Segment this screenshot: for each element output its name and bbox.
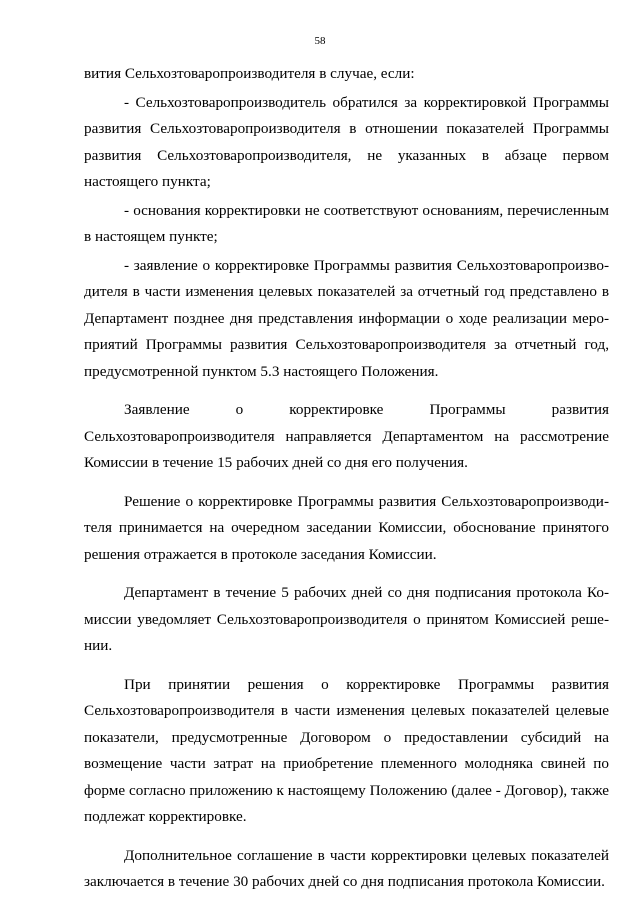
paragraph-continuation: вития Сельхозтоваропроизводителя в случае, если: xyxy=(84,65,415,82)
paragraph-notification: Департамент в течение 5 рабочих дней со дня подписания протокола Комиссии уведомляет Сельхозтоваропроизводителя о принятом Комиссией решении. xyxy=(84,584,609,654)
list-item-corrections-other-indicators: - Сельхозтоваропроизводитель обратился за корректировкой Программы развития Сельхозтоваропроизводителя в отношении показателей Программы развития Сельхозтоваропроизводителя, не указанных в абзаце первом настоящего пункта; xyxy=(84,93,609,190)
body-text xyxy=(84,61,609,898)
list-item-grounds-mismatch: - основания корректировки не соответствуют основаниям, перечисленным в настоящем пункте; xyxy=(84,201,609,245)
paragraph-agreement-indicators: При принятии решения о корректировке Программы развития Сельхозтоваропроизводителя в части изменения целевых показателей целевые показатели, предусмотренные Договором о предоставлении субсидий на возмещение части затрат на приобретение племенного молодняка свиней по форме согласно приложению к настоящему Положению (далее - Договор), также подлежат корректировке. xyxy=(84,675,609,825)
paragraph-application-referral: Заявление о корректировке Программы развития Сельхозтоваропроизводителя направляется Департаментом на рассмотрение Комиссии в течение 15 рабочих дней со дня его получения. xyxy=(84,401,609,471)
list-item-late-application: - заявление о корректировке Программы развития Сельхозтоваропроизводителя в части изменения целевых показателей за отчетный год представлено в Департамент позднее дня представления информации о ходе реализации мероприятий Программы развития Сельхозтоваропроизводителя за отчетный год, предусмотренной пунктом 5.3 настоящего Положения. xyxy=(84,256,609,380)
paragraph-supplementary-agreement: Дополнительное соглашение в части корректировки целевых показателей заключается в течение 30 рабочих дней со дня подписания протокола Комиссии. xyxy=(84,846,609,890)
paragraph-commission-decision: Решение о корректировке Программы развития Сельхозтоваропроизводителя принимается на очередном заседании Комиссии, обоснование принятого решения отражается в протоколе заседания Комиссии. xyxy=(84,492,609,563)
page-number: 58 xyxy=(314,35,326,47)
